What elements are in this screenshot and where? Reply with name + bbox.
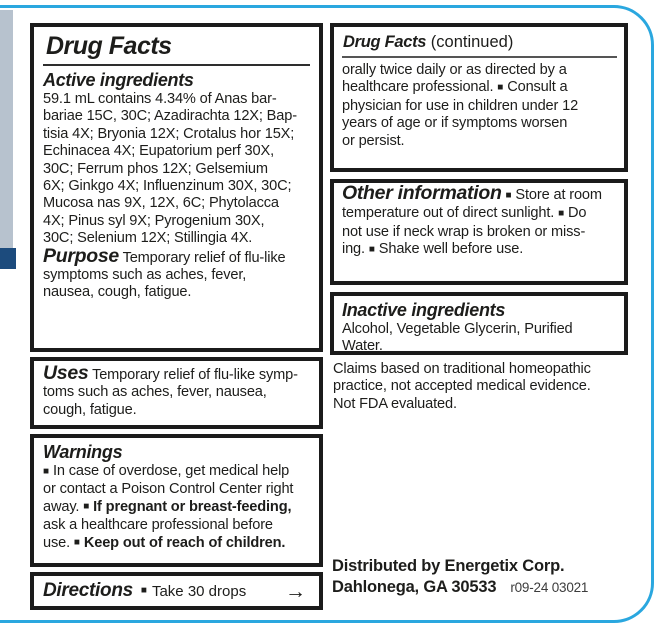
directions-heading: Directions: [43, 580, 133, 601]
warnings-text: ■ In case of overdose, get medical help or contact a Poison Control Center right away. ■ If pregnant or breast-feeding, ask a healthcare professional before use. ■ Keep out of reach of children.: [43, 463, 294, 551]
continued-header-suffix: (continued): [426, 33, 514, 51]
box-directions: [30, 572, 323, 610]
continued-header-title: Drug Facts: [343, 33, 427, 51]
directions-text: Take 30 drops: [151, 582, 247, 600]
active-ingredients-heading: Active ingredients: [43, 70, 194, 90]
box-uses: [30, 357, 323, 429]
purpose-text: Purpose Temporary relief of flu-like symptoms such as aches, fever, nausea, cough, fatigue.: [43, 244, 286, 301]
box-title-active-purpose: [30, 23, 323, 352]
distributor-line2: Dahlonega, GA 30533: [332, 577, 497, 596]
drug-facts-right-column: [330, 23, 658, 413]
inactive-ingredients-heading: Inactive ingredients: [342, 300, 506, 320]
directions-continued-text: orally twice daily or as directed by a healthcare professional. ■ Consult a physician for use in children under 12 years of age or if symptoms worsen or persist.: [342, 62, 579, 149]
warnings-heading: Warnings: [43, 442, 123, 462]
box-warnings: [30, 434, 323, 567]
claims-disclaimer-text: Claims based on traditional homeopathic practice, not accepted medical evidence. Not FDA evaluated.: [333, 361, 591, 412]
inactive-ingredients-text: Alcohol, Vegetable Glycerin, Purified Water.: [342, 321, 573, 355]
arrow-right-icon: →: [285, 579, 306, 603]
revision-code: r09-24 03021: [510, 579, 589, 595]
active-ingredients-text: 59.1 mL contains 4.34% of Anas bar- bariae 15C, 30C; Azadirachta 12X; Bap- tisia 4X; Bryonia 12X; Crotalus hor 15X; Echinacea 4X; Eupatorium perf 30X, 30C; Ferrum phos 12X; Gelsemium 6X; Ginkgo 4X; Influenzinum 30X, 30C; Mucosa nas 9X, 12X, 6C; Phytolacca 4X; Pinus syl 9X; Pyrogenium 30X, 30C; Selenium 12X; Stillingia 4X.: [43, 91, 297, 247]
other-information-text: Other information ■ Store at room temperature out of direct sunlight. ■ Do not use if neck wrap is broken or miss- ing. ■ Shake well before use.: [342, 182, 602, 258]
uses-text: Uses Temporary relief of flu-like symp- toms such as aches, fever, nausea, cough, fatigue.: [43, 362, 298, 418]
distributor-line1: Distributed by Energetix Corp.: [332, 557, 565, 575]
box-inactive-ingredients: [330, 292, 628, 355]
distributor-footer: [332, 556, 658, 597]
drug-facts-title: Drug Facts: [46, 32, 172, 60]
continued-header: [342, 29, 617, 55]
title-divider-rule: [43, 64, 310, 66]
left-accent-bar-light: [0, 10, 13, 248]
directions-row: [43, 580, 310, 602]
continued-divider-rule: [342, 56, 617, 58]
left-accent-bar-navy: [0, 248, 16, 269]
bullet-square-icon: ■: [140, 584, 147, 596]
box-continued: [330, 23, 628, 172]
box-other-information: [330, 179, 628, 285]
drug-facts-left-column: [30, 23, 323, 610]
